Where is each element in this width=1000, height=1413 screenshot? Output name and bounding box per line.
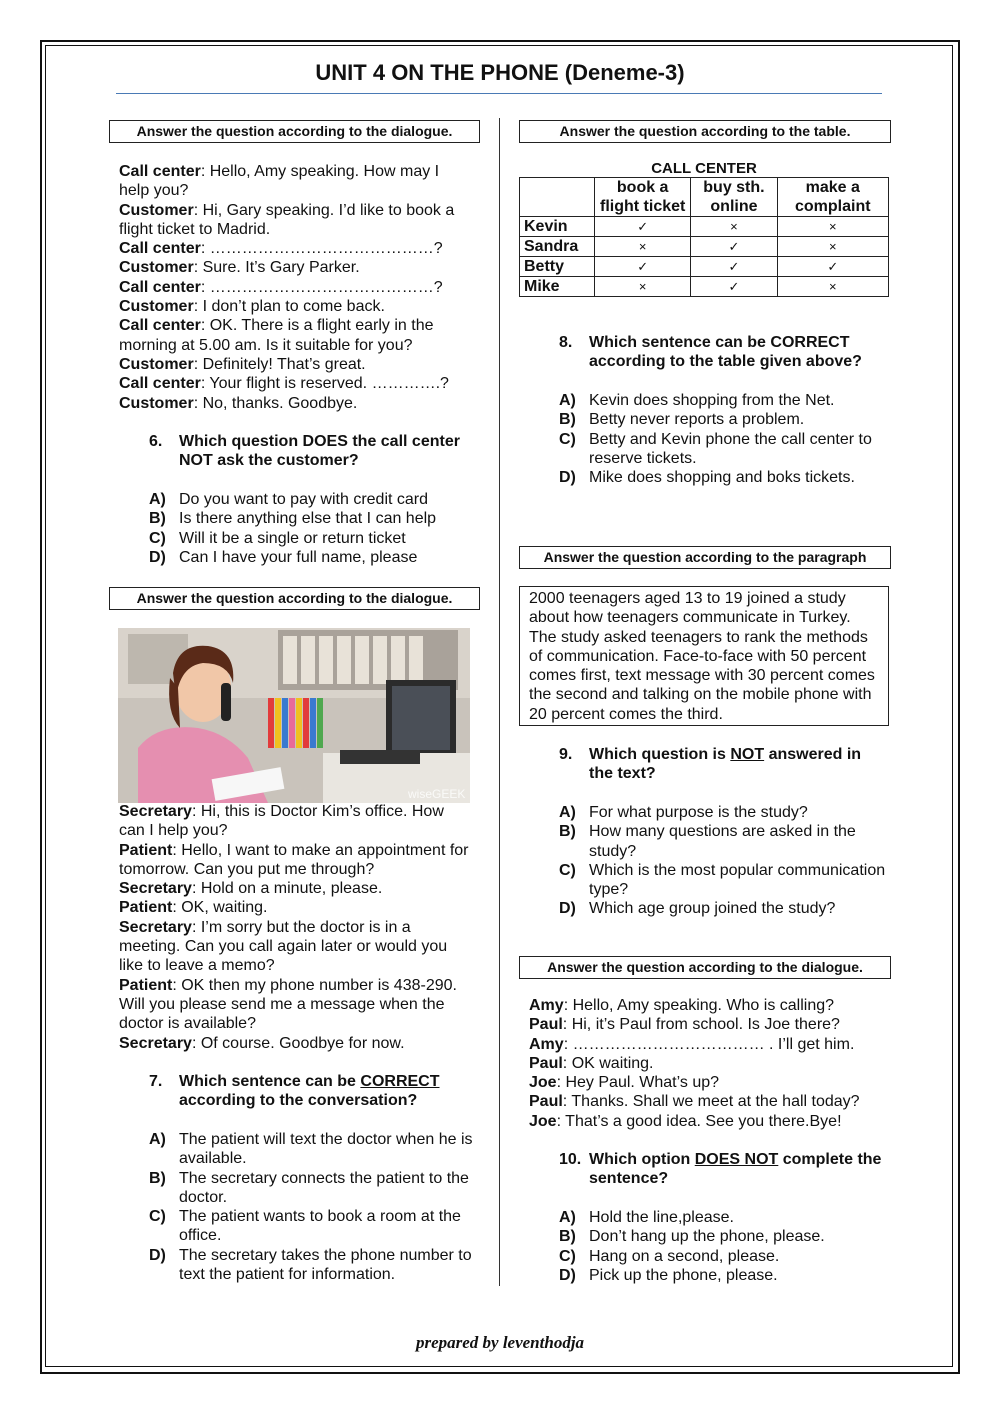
table-cell: × bbox=[691, 217, 777, 237]
option-text: Hold the line,please. bbox=[589, 1209, 734, 1226]
options-question-10 bbox=[559, 1208, 889, 1285]
table-cell: × bbox=[777, 277, 888, 297]
speaker-name: Call center bbox=[119, 240, 201, 258]
speaker-name: Joe bbox=[529, 1112, 557, 1130]
question-6 bbox=[149, 432, 479, 471]
option-text: Don’t hang up the phone, please. bbox=[589, 1228, 825, 1246]
option-text: Mike does shopping and boks tickets. bbox=[589, 469, 855, 487]
speaker-name: Patient bbox=[119, 899, 173, 917]
options-question-7 bbox=[149, 1130, 479, 1284]
option-letter: B) bbox=[559, 823, 576, 841]
line-text: : I’m sorry but the doctor is in a meeting. Can you call again later or would you like to leave a memo? bbox=[119, 918, 448, 975]
options-question-8 bbox=[559, 391, 889, 487]
question-7 bbox=[149, 1072, 479, 1111]
line-text: : Of course. Goodbye for now. bbox=[191, 1034, 405, 1052]
speaker-name: Customer bbox=[119, 201, 194, 219]
question-number: 7. bbox=[149, 1073, 163, 1090]
speaker-name: Paul bbox=[529, 1016, 563, 1034]
dialogue-line bbox=[119, 841, 471, 880]
section-header-table: Answer the question according to the table. bbox=[519, 120, 891, 143]
dialogue-phone-call bbox=[529, 996, 881, 1131]
line-text: : Thanks. Shall we meet at the hall today? bbox=[562, 1093, 860, 1111]
answer-option[interactable] bbox=[149, 529, 479, 548]
option-text: How many questions are asked in the study? bbox=[589, 823, 856, 860]
option-text: Do you want to pay with credit card bbox=[179, 491, 429, 508]
speaker-name: Amy bbox=[529, 997, 564, 1014]
question-text: Which question is NOT answered in the text? bbox=[589, 746, 862, 783]
table-cell: ✓ bbox=[691, 277, 777, 297]
option-text: Which is the most popular communication type? bbox=[589, 861, 886, 899]
option-text: Kevin does shopping from the Net. bbox=[589, 392, 835, 409]
answer-option[interactable] bbox=[559, 430, 889, 469]
title-underline bbox=[116, 93, 882, 94]
question-number: 8. bbox=[559, 334, 573, 351]
dialogue-line bbox=[119, 394, 469, 413]
answer-option[interactable] bbox=[149, 1130, 479, 1169]
table-row bbox=[520, 257, 889, 277]
speaker-name: Patient bbox=[119, 841, 173, 859]
column-header: buy sth. online bbox=[691, 178, 777, 217]
line-text: : ……………………………………? bbox=[200, 240, 443, 258]
option-text: Pick up the phone, please. bbox=[589, 1266, 778, 1284]
row-name: Betty bbox=[520, 257, 595, 277]
speaker-name: Customer bbox=[119, 259, 194, 277]
speaker-name: Customer bbox=[119, 394, 194, 412]
option-text: The patient wants to book a room at the office. bbox=[179, 1208, 461, 1245]
answer-option[interactable] bbox=[149, 509, 479, 528]
option-letter: A) bbox=[149, 491, 166, 508]
speaker-name: Joe bbox=[529, 1074, 557, 1092]
speaker-name: Amy bbox=[529, 1035, 564, 1053]
speaker-name: Call center bbox=[119, 163, 201, 180]
answer-option[interactable] bbox=[559, 1208, 889, 1227]
line-text: : Hello, Amy speaking. Who is calling? bbox=[563, 997, 835, 1014]
speaker-name: Call center bbox=[119, 375, 201, 393]
option-text: The secretary connects the patient to the doctor. bbox=[179, 1169, 469, 1206]
line-text: : Hey Paul. What’s up? bbox=[556, 1074, 720, 1092]
speaker-name: Secretary bbox=[119, 1034, 192, 1052]
option-text: Hang on a second, please. bbox=[589, 1247, 780, 1265]
column-divider bbox=[499, 118, 500, 1286]
column-header: book a flight ticket bbox=[595, 178, 691, 217]
line-text: : Hold on a minute, please. bbox=[191, 880, 383, 898]
answer-option[interactable] bbox=[559, 1227, 889, 1246]
answer-option[interactable] bbox=[149, 1169, 479, 1208]
line-text: : Definitely! That’s great. bbox=[193, 355, 366, 373]
table-cell: ✓ bbox=[595, 257, 691, 277]
secretary-photo bbox=[118, 628, 470, 803]
line-text: : That’s a good idea. See you there.Bye! bbox=[556, 1112, 842, 1130]
line-text: : ……………………………………? bbox=[200, 278, 443, 296]
line-text: : ……………………………… . I’ll get him. bbox=[563, 1035, 855, 1053]
table-cell: × bbox=[595, 237, 691, 257]
row-name: Sandra bbox=[520, 237, 595, 257]
option-letter: D) bbox=[559, 469, 576, 487]
question-number: 6. bbox=[149, 433, 163, 450]
option-text: The secretary takes the phone number to text the patient for information. bbox=[179, 1246, 472, 1284]
speaker-name: Customer bbox=[119, 355, 194, 373]
line-text: : OK. There is a flight early in the morning at 5.00 am. Is it suitable for you? bbox=[119, 317, 434, 354]
answer-option[interactable] bbox=[559, 861, 889, 900]
table-row bbox=[520, 217, 889, 237]
option-text: Betty never reports a problem. bbox=[589, 411, 805, 429]
option-letter: A) bbox=[149, 1131, 166, 1148]
question-text: Which question DOES the call center NOT ask the customer? bbox=[179, 433, 460, 470]
answer-option[interactable] bbox=[559, 410, 889, 429]
option-letter: B) bbox=[149, 510, 166, 528]
table-cell: × bbox=[595, 277, 691, 297]
speaker-name: Call center bbox=[119, 317, 201, 335]
table-cell: ✓ bbox=[595, 217, 691, 237]
worksheet-title: UNIT 4 ON THE PHONE (Deneme-3) bbox=[315, 60, 685, 85]
answer-option[interactable] bbox=[149, 1246, 479, 1285]
row-name: Mike bbox=[520, 277, 595, 297]
speaker-name: Paul bbox=[529, 1054, 563, 1072]
speaker-name: Secretary bbox=[119, 803, 192, 820]
option-text: The patient will text the doctor when he is available. bbox=[179, 1131, 473, 1168]
options-question-6 bbox=[149, 490, 479, 567]
dialogue-line bbox=[119, 898, 471, 917]
option-letter: D) bbox=[559, 1266, 576, 1284]
dialogue-line bbox=[119, 374, 469, 393]
dialogue-doctor-office bbox=[119, 802, 471, 1053]
dialogue-line bbox=[119, 201, 469, 240]
speaker-name: Paul bbox=[529, 1093, 563, 1111]
line-text: : I don’t plan to come back. bbox=[193, 298, 385, 316]
line-text: : Hi, Gary speaking. I’d like to book a flight ticket to Madrid. bbox=[119, 201, 455, 238]
answer-option[interactable] bbox=[559, 899, 889, 918]
question-number: 10. bbox=[559, 1151, 582, 1168]
dialogue-line bbox=[119, 297, 469, 316]
line-text: : OK waiting. bbox=[562, 1054, 654, 1072]
answer-option[interactable] bbox=[559, 1247, 889, 1266]
option-letter: C) bbox=[559, 1247, 576, 1265]
table-cell: ✓ bbox=[691, 257, 777, 277]
question-8 bbox=[559, 333, 889, 372]
dialogue-line bbox=[119, 278, 469, 297]
question-text: Which sentence can be CORRECT according to the conversation? bbox=[179, 1073, 440, 1110]
answer-option[interactable] bbox=[559, 803, 889, 822]
option-text: Betty and Kevin phone the call center to reserve tickets. bbox=[589, 430, 872, 467]
line-text: : OK, waiting. bbox=[172, 899, 268, 917]
question-9 bbox=[559, 745, 889, 784]
table-cell: × bbox=[777, 237, 888, 257]
line-text: : Hi, it’s Paul from school. Is Joe there? bbox=[562, 1016, 840, 1034]
section-header-dialogue-3: Answer the question according to the dialogue. bbox=[519, 956, 891, 979]
dialogue-line bbox=[119, 918, 471, 976]
option-letter: B) bbox=[559, 1228, 576, 1246]
answer-option[interactable] bbox=[149, 490, 479, 509]
line-text: : Your flight is reserved. ………….? bbox=[200, 375, 449, 393]
answer-option[interactable] bbox=[559, 822, 889, 861]
speaker-name: Customer bbox=[119, 298, 194, 316]
question-text: Which option DOES NOT complete the sentence? bbox=[589, 1151, 882, 1188]
footer-credit: prepared by leventhodja bbox=[415, 1333, 585, 1352]
line-text: : Hello, Amy speaking. How may I help you? bbox=[119, 163, 440, 200]
dialogue-line bbox=[119, 316, 469, 355]
option-text: Which age group joined the study? bbox=[589, 900, 836, 918]
dialogue-line bbox=[529, 1073, 881, 1092]
dialogue-line bbox=[529, 1054, 881, 1073]
option-letter: C) bbox=[149, 1208, 166, 1226]
option-letter: A) bbox=[559, 804, 576, 821]
column-header: make a complaint bbox=[777, 178, 888, 217]
option-letter: B) bbox=[149, 1169, 166, 1187]
line-text: : OK then my phone number is 438-290. Will you please send me a message when the doctor is available? bbox=[119, 976, 457, 1033]
table-cell: ✓ bbox=[691, 237, 777, 257]
option-letter: C) bbox=[559, 861, 576, 879]
option-letter: A) bbox=[559, 392, 576, 409]
call-center-table bbox=[519, 177, 889, 297]
dialogue-line bbox=[119, 355, 469, 374]
dialogue-line bbox=[119, 802, 471, 841]
options-question-9 bbox=[559, 803, 889, 919]
dialogue-line bbox=[529, 1015, 881, 1034]
dialogue-line bbox=[119, 239, 469, 258]
section-header-dialogue-2: Answer the question according to the dialogue. bbox=[109, 587, 480, 610]
photo-watermark: wiseGEEK bbox=[408, 787, 466, 801]
table-cell: ✓ bbox=[777, 257, 888, 277]
paragraph-box: 2000 teenagers aged 13 to 19 joined a study about how teenagers communicate in Turkey. The study asked teenagers to rank the methods of communication. Face-to-face with 50 percent comes first, text message with 30 percent comes the second and talking on the mobile phone with 20 percent comes the third. bbox=[519, 586, 889, 726]
dialogue-line bbox=[119, 258, 469, 277]
question-text: Which sentence can be CORRECT according to the table given above? bbox=[589, 334, 862, 371]
row-name: Kevin bbox=[520, 217, 595, 237]
question-10 bbox=[559, 1150, 889, 1189]
option-letter: C) bbox=[559, 430, 576, 448]
line-text: : No, thanks. Goodbye. bbox=[193, 394, 358, 412]
answer-option[interactable] bbox=[149, 548, 479, 567]
dialogue-line bbox=[529, 996, 881, 1015]
option-letter: D) bbox=[149, 1246, 166, 1264]
table-row bbox=[520, 277, 889, 297]
option-letter: B) bbox=[559, 411, 576, 429]
line-text: : Sure. It’s Gary Parker. bbox=[193, 259, 360, 277]
section-header-paragraph: Answer the question according to the paragraph bbox=[519, 546, 891, 569]
option-text: For what purpose is the study? bbox=[589, 804, 808, 821]
dialogue-line bbox=[119, 879, 471, 898]
option-letter: D) bbox=[559, 900, 576, 918]
option-letter: A) bbox=[559, 1209, 576, 1226]
section-header-dialogue-1: Answer the question according to the dialogue. bbox=[109, 120, 480, 143]
option-text: Can I have your full name, please bbox=[179, 548, 418, 566]
answer-option[interactable] bbox=[559, 468, 889, 487]
table-cell: × bbox=[777, 217, 888, 237]
dialogue-line bbox=[529, 1112, 881, 1131]
speaker-name: Secretary bbox=[119, 880, 192, 898]
dialogue-line bbox=[529, 1092, 881, 1111]
option-text: Will it be a single or return ticket bbox=[179, 529, 406, 547]
dialogue-line bbox=[119, 976, 471, 1034]
dialogue-line bbox=[119, 1034, 471, 1053]
answer-option[interactable] bbox=[559, 1266, 889, 1285]
table-row bbox=[520, 237, 889, 257]
question-number: 9. bbox=[559, 746, 573, 763]
option-text: Is there anything else that I can help bbox=[179, 510, 437, 528]
dialogue-line bbox=[119, 162, 469, 201]
speaker-name: Secretary bbox=[119, 918, 192, 936]
dialogue-call-center bbox=[119, 162, 469, 413]
answer-option[interactable] bbox=[149, 1207, 479, 1246]
line-text: : Hello, I want to make an appointment for tomorrow. Can you put me through? bbox=[119, 841, 469, 878]
speaker-name: Call center bbox=[119, 278, 201, 296]
answer-option[interactable] bbox=[559, 391, 889, 410]
speaker-name: Patient bbox=[119, 976, 173, 994]
table-title: CALL CENTER bbox=[651, 160, 757, 177]
line-text: : Hi, this is Doctor Kim’s office. How can I help you? bbox=[119, 803, 444, 840]
dialogue-line bbox=[529, 1035, 881, 1054]
option-letter: C) bbox=[149, 529, 166, 547]
option-letter: D) bbox=[149, 548, 166, 566]
